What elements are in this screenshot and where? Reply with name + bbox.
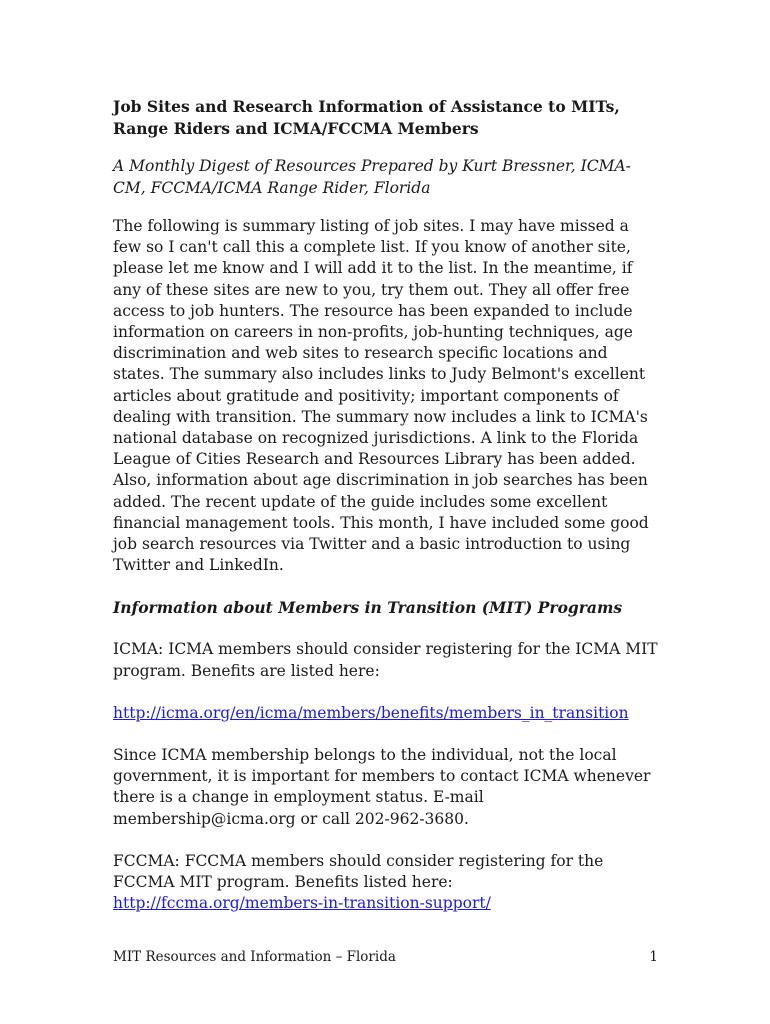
intro-paragraph: The following is summary listing of job sites. I may have missed a few so I can't call this a complete list. If you know of another site, please let me know and I will add it to the list. In the meantime, if any of these sites are new to you, try them out. They all offer free access to job hunters. The resource has been expanded to include information on careers in non-profits, job-hunting techniques, age discrimination and web sites to research specific locations and states. The summary also includes links to Judy Belmont's excellent articles about gratitude and positivity; important components of dealing with transition. The summary now includes a link to ICMA's national database on recognized jurisdictions. A link to the Florida League of Cities Research and Resources Library has been added. Also, information about age discrimination in job searches has been added. The recent update of the guide includes some excellent financial management tools. This month, I have included some good job search resources via Twitter and a basic introduction to using Twitter and LinkedIn. bbox=[113, 217, 649, 575]
fccma-text: FCCMA: FCCMA members should consider registering for the FCCMA MIT program. Benefits listed here: bbox=[113, 851, 604, 892]
section-heading-mit: Information about Members in Transition (MIT) Programs bbox=[113, 598, 623, 618]
fccma-mit-link[interactable]: http://fccma.org/members-in-transition-support/ bbox=[113, 894, 491, 913]
fccma-paragraph bbox=[113, 851, 658, 915]
icma-link-paragraph bbox=[113, 703, 658, 724]
membership-paragraph: Since ICMA membership belongs to the individual, not the local government, it is important for members to contact ICMA whenever there is a change in employment status. E-mail membership@icma.org or call 202-962-3680. bbox=[113, 746, 651, 828]
footer-title: MIT Resources and Information – Florida bbox=[113, 949, 396, 965]
document-title: Job Sites and Research Information of Assistance to MITs, Range Riders and ICMA/FCCMA Members bbox=[113, 97, 620, 138]
icma-mit-link[interactable]: http://icma.org/en/icma/members/benefits/members_in_transition bbox=[113, 703, 629, 722]
page-number: 1 bbox=[649, 949, 658, 965]
page-content bbox=[113, 96, 658, 935]
document-subtitle: A Monthly Digest of Resources Prepared by Kurt Bressner, ICMA-CM, FCCMA/ICMA Range Rider, Florida bbox=[113, 157, 631, 197]
icma-paragraph: ICMA: ICMA members should consider registering for the ICMA MIT program. Benefits are listed here: bbox=[113, 640, 658, 680]
